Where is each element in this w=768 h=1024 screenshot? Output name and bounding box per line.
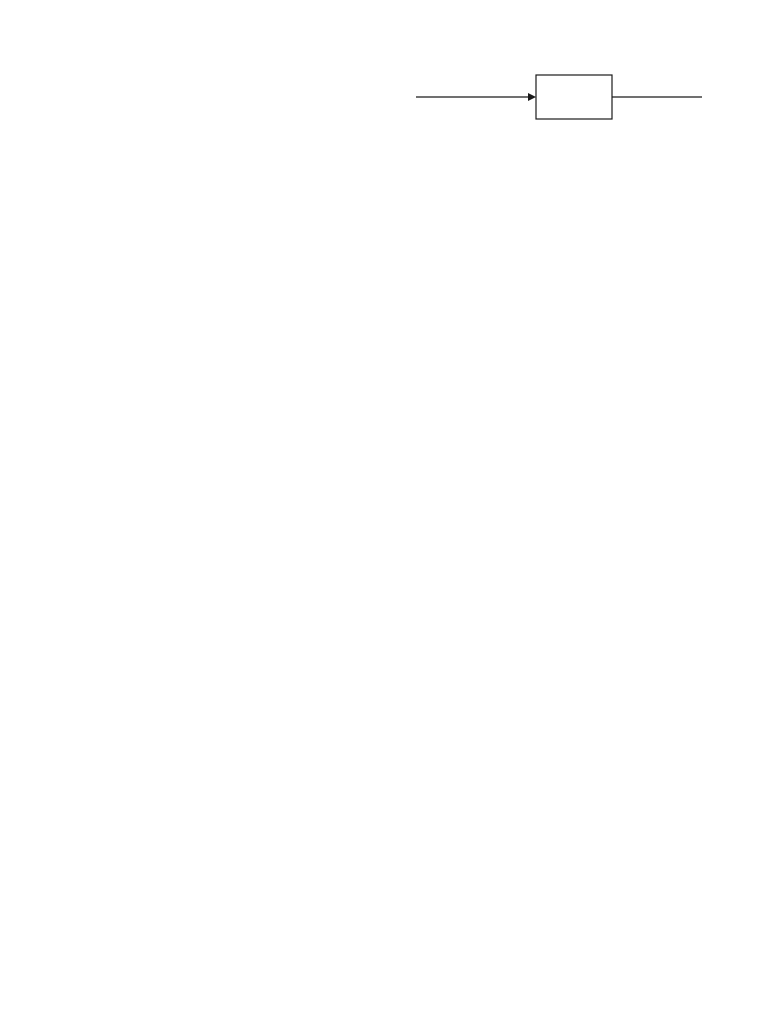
input-arrowhead-icon: [528, 93, 536, 101]
control-system-box: [536, 75, 612, 119]
left-column: [47, 43, 369, 58]
right-column: [398, 43, 723, 238]
control-system-block-diagram: [412, 73, 702, 125]
